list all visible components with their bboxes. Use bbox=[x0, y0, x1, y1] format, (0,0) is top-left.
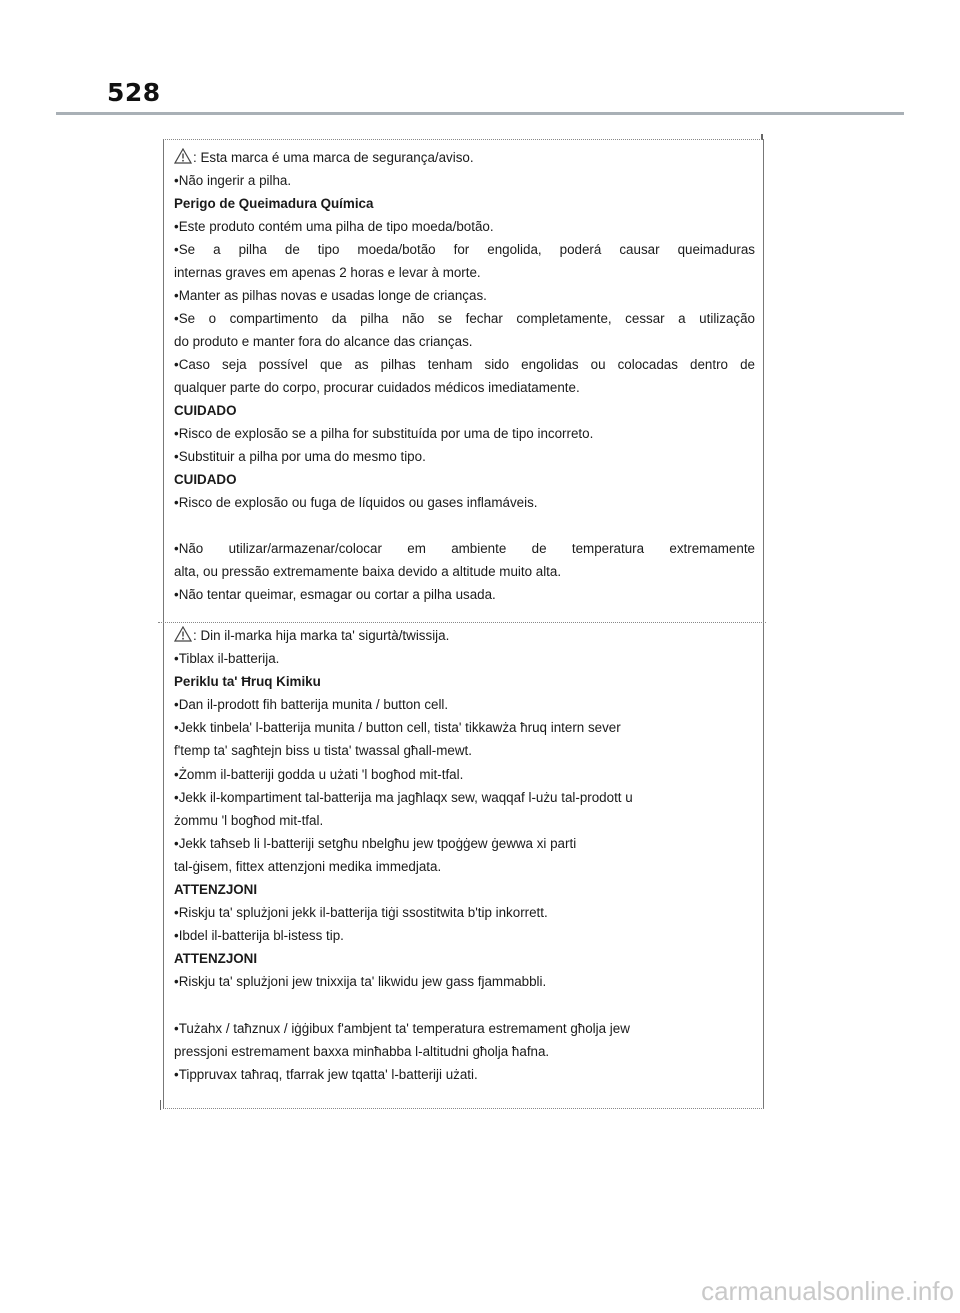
bullet-line: •Riskju ta' splużjoni jekk il-batterija tiġi ssostitwita b'tip inkorrett. bbox=[174, 905, 548, 921]
bullet-line: •Tippruvax taħraq, tfarrak jew tqatta' l-batteriji użati. bbox=[174, 1066, 478, 1082]
warning-mark-text: : Din il-marka hija marka ta' sigurtà/twissija. bbox=[193, 628, 450, 643]
caution-heading: CUIDADO bbox=[174, 403, 237, 418]
section-maltese bbox=[174, 624, 755, 1086]
bullet-line-continued: tal-ġisem, fittex attenzjoni medika immedjata. bbox=[174, 858, 442, 874]
bullet-line-continued: żommu 'l bogħod mit-tfal. bbox=[174, 812, 324, 828]
bullet-line: •Dan il-prodott fih batterija munita / button cell. bbox=[174, 697, 449, 713]
bullet-line: •Jekk il-kompartiment tal-batterija ma jagħlaqx sew, waqqaf l-użu tal-prodott u bbox=[174, 789, 633, 805]
watermark-text: carmanualsonline.info bbox=[701, 1276, 954, 1306]
caution-heading: ATTENZJONI bbox=[174, 951, 258, 967]
spacer bbox=[174, 514, 755, 537]
bullet-line: •Se a pilha de tipo moeda/botão for engolida, poderá causar queimaduras bbox=[174, 242, 755, 257]
header-rule bbox=[56, 112, 904, 115]
section-divider bbox=[158, 622, 766, 623]
bullet-line: •Riskju ta' splużjoni jew tnixxija ta' likwidu jew gass fjammabbli. bbox=[174, 974, 547, 990]
bullet-line: •Risco de explosão ou fuga de líquidos ou gases inflamáveis. bbox=[174, 495, 538, 510]
bullet-line-continued: do produto e manter fora do alcance das crianças. bbox=[174, 334, 473, 349]
bullet-line-continued: f'temp ta' sagħtejn biss u tista' twassal għall-mewt. bbox=[174, 743, 472, 759]
bullet-line: •Tużahx / taħznux / iġġibux f'ambjent ta' temperatura estremament għolja jew bbox=[174, 1020, 630, 1036]
bullet-line: •Substituir a pilha por uma do mesmo tipo. bbox=[174, 449, 426, 464]
warning-box bbox=[163, 139, 764, 1109]
section-heading: Perigo de Queimadura Química bbox=[174, 196, 374, 211]
section-portuguese bbox=[174, 146, 755, 606]
section-heading: Periklu ta' Ħruq Kimiku bbox=[174, 674, 321, 690]
bullet-line: •Manter as pilhas novas e usadas longe de crianças. bbox=[174, 288, 487, 303]
warning-triangle-icon bbox=[174, 148, 192, 164]
warning-mark-text: : Esta marca é uma marca de segurança/aviso. bbox=[193, 150, 474, 165]
bullet-line: •Este produto contém uma pilha de tipo moeda/botão. bbox=[174, 219, 494, 234]
bullet-line: •Se o compartimento da pilha não se fechar completamente, cessar a utilização bbox=[174, 311, 755, 326]
bullet-line: •Não ingerir a pilha. bbox=[174, 173, 292, 188]
caution-heading: CUIDADO bbox=[174, 472, 237, 487]
bullet-line: •Tiblax il-batterija. bbox=[174, 651, 280, 667]
bullet-line: •Jekk taħseb li l-batteriji setgħu nbelgħu jew tpoġġew ġewwa xi parti bbox=[174, 835, 577, 851]
bullet-line: •Jekk tinbela' l-batterija munita / button cell, tista' tikkawża ħruq intern sever bbox=[174, 720, 621, 736]
bullet-line-continued: qualquer parte do corpo, procurar cuidados médicos imediatamente. bbox=[174, 380, 580, 395]
bullet-line: •Ibdel il-batterija bl-istess tip. bbox=[174, 928, 344, 944]
bullet-line: •Risco de explosão se a pilha for substituída por uma de tipo incorreto. bbox=[174, 426, 594, 441]
warning-mark-line bbox=[174, 146, 755, 169]
bullet-line: •Caso seja possível que as pilhas tenham sido engolidas ou colocadas dentro de bbox=[174, 357, 755, 372]
page-number: 528 bbox=[107, 78, 161, 107]
bullet-line-continued: pressjoni estremament baxxa minħabba l-altitudni għolja ħafna. bbox=[174, 1043, 550, 1059]
warning-triangle-icon bbox=[174, 626, 192, 642]
warning-mark-line bbox=[174, 624, 755, 647]
caution-heading: ATTENZJONI bbox=[174, 882, 258, 898]
bullet-line: •Żomm il-batteriji godda u użati 'l bogħod mit-tfal. bbox=[174, 766, 464, 782]
bullet-line: •Não tentar queimar, esmagar ou cortar a pilha usada. bbox=[174, 587, 496, 602]
corner-tick bbox=[160, 1100, 161, 1110]
spacer bbox=[174, 994, 755, 1017]
bullet-line-continued: internas graves em apenas 2 horas e levar à morte. bbox=[174, 265, 481, 280]
bullet-line: •Não utilizar/armazenar/colocar em ambiente de temperatura extremamente bbox=[174, 541, 755, 556]
bullet-line-continued: alta, ou pressão extremamente baixa devido a altitude muito alta. bbox=[174, 564, 562, 579]
